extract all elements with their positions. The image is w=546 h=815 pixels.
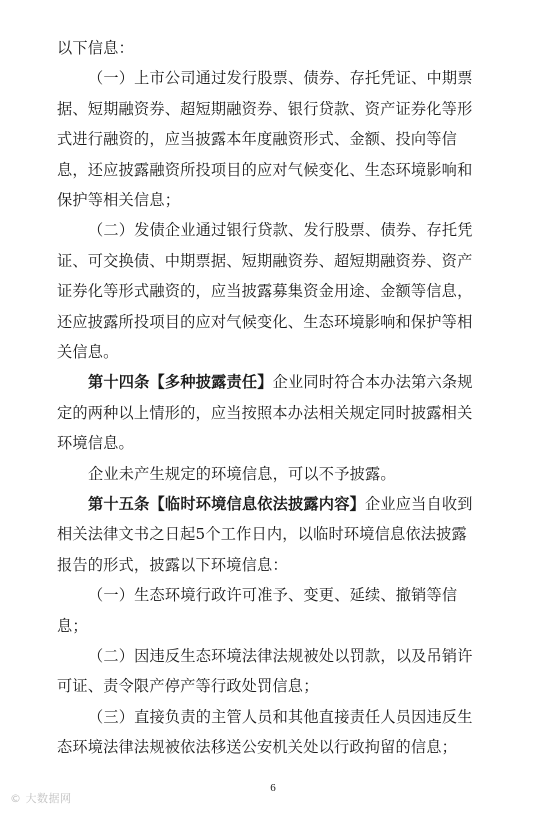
article-heading: 第十五条【临时环境信息依法披露内容】 bbox=[88, 495, 365, 513]
text-line: 证券化等形式融资的，应当披露募集资金用途、金额等信息， bbox=[57, 282, 473, 300]
text-line: （二）因违反生态环境法律法规被处以罚款，以及吊销许 bbox=[88, 647, 473, 665]
watermark-logo: © 大数据网 bbox=[10, 792, 72, 805]
text-line: 关信息。 bbox=[57, 343, 119, 361]
text-line: 息，还应披露融资所投项目的应对气候变化、生态环境影响和 bbox=[57, 161, 473, 179]
text-line: （一）生态环境行政许可准予、变更、延续、撤销等信 bbox=[88, 586, 458, 604]
article-heading: 第十四条【多种披露责任】 bbox=[88, 373, 273, 391]
text-line: （二）发债企业通过银行贷款、发行股票、债券、存托凭 bbox=[88, 221, 473, 239]
page-number: 6 bbox=[270, 782, 276, 794]
article-line bbox=[88, 494, 473, 514]
text-line: 相关法律文书之日起5个工作日内，以临时环境信息依法披露 bbox=[57, 525, 467, 543]
article-text: 企业同时符合本办法第六条规 bbox=[272, 373, 473, 391]
text-line: 以下信息： bbox=[57, 39, 134, 57]
text-line: 据、短期融资券、超短期融资券、银行贷款、资产证券化等形 bbox=[57, 100, 473, 118]
article-line bbox=[88, 372, 473, 392]
text-line: 还应披露所投项目的应对气候变化、生态环境影响和保护等相 bbox=[57, 313, 473, 331]
text-line: 式进行融资的，应当披露本年度融资形式、金额、投向等信 bbox=[57, 130, 458, 148]
text-line: 环境信息。 bbox=[57, 434, 134, 452]
text-line: 报告的形式，披露以下环境信息： bbox=[57, 556, 288, 574]
text-line: 定的两种以上情形的，应当按照本办法相关规定同时披露相关 bbox=[57, 404, 473, 422]
text-line: 息； bbox=[57, 617, 88, 635]
text-line: 企业未产生规定的环境信息，可以不予披露。 bbox=[88, 465, 396, 483]
text-line: 证、可交换债、中期票据、短期融资券、超短期融资券、资产 bbox=[57, 252, 473, 270]
text-line: 保护等相关信息； bbox=[57, 191, 181, 209]
text-line: 可证、责令限产停产等行政处罚信息； bbox=[57, 677, 319, 695]
text-line: （一）上市公司通过发行股票、债券、存托凭证、中期票 bbox=[88, 69, 473, 87]
article-text: 企业应当自收到 bbox=[364, 495, 473, 513]
text-line: （三）直接负责的主管人员和其他直接责任人员因违反生 bbox=[88, 708, 473, 726]
text-line: 态环境法律法规被依法移送公安机关处以行政拘留的信息； bbox=[57, 738, 458, 756]
